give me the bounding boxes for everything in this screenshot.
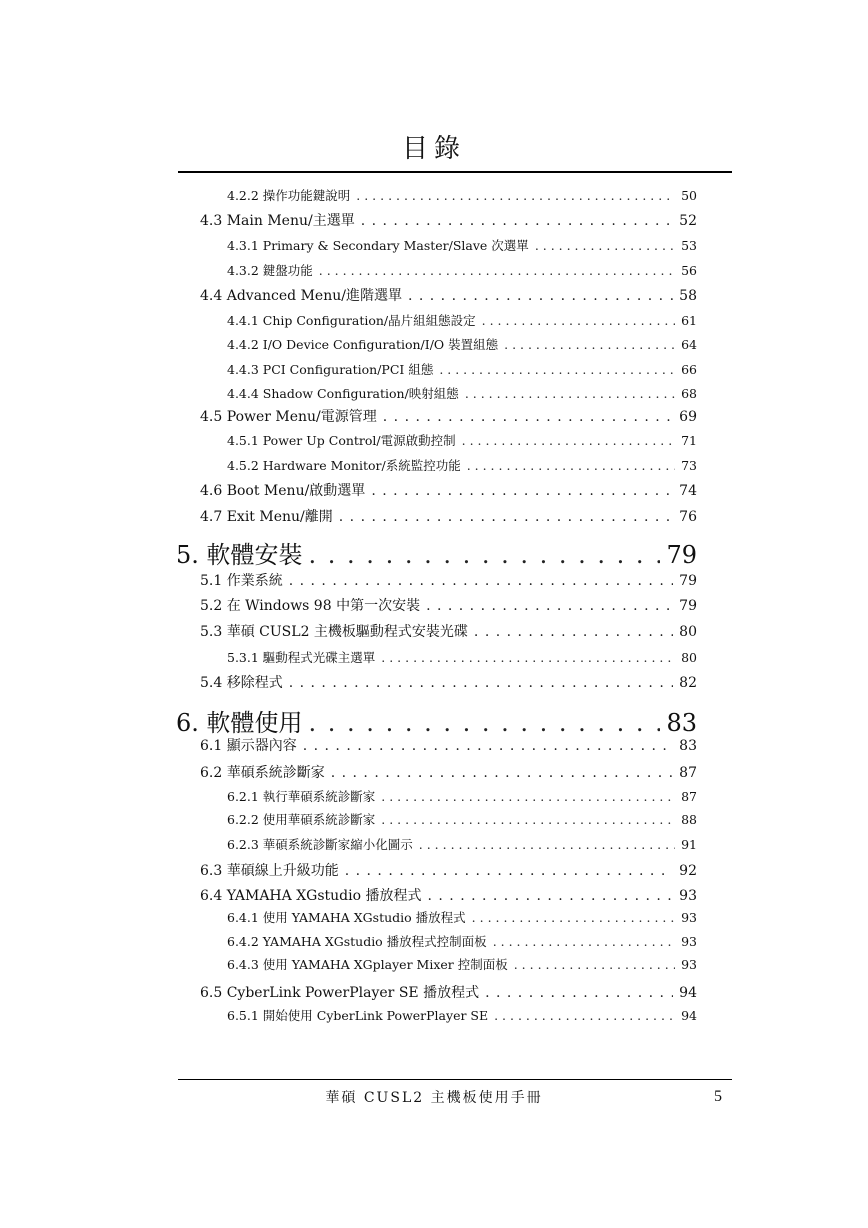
toc-entry-label: 5.3.1 驅動程式光碟主選單 [227, 650, 376, 665]
toc-entry-page: 83 [679, 738, 697, 754]
toc-entry [176, 703, 697, 738]
toc-entry [227, 186, 697, 204]
toc-entry-label: 4.3 Main Menu/主選單 [200, 213, 355, 229]
toc-leader-dots [381, 789, 675, 804]
toc-entry-page: 83 [666, 709, 697, 737]
toc-entry-label: 4.4.3 PCI Configuration/PCI 組態 [227, 362, 434, 377]
toc-entry [200, 672, 697, 692]
top-rule [178, 171, 732, 173]
bottom-rule [178, 1079, 732, 1080]
toc-entry-page: 93 [679, 888, 697, 904]
footer-title: 華碩 CUSL2 主機板使用手冊 [325, 1090, 543, 1106]
toc-leader-dots [289, 573, 673, 589]
toc-entry-page: 87 [679, 765, 697, 781]
toc-entry [227, 456, 697, 474]
toc-leader-dots [345, 863, 673, 879]
toc-leader-dots [485, 985, 673, 1001]
toc-entry [200, 621, 697, 641]
toc-entry [227, 311, 697, 329]
toc-leader-dots [462, 433, 675, 448]
toc-entry-page: 94 [681, 1008, 697, 1023]
page-number: 5 [714, 1088, 722, 1105]
toc-entry [200, 480, 697, 500]
toc-entry-label: 6.4.2 YAMAHA XGstudio 播放程式控制面板 [227, 934, 487, 949]
toc-entry [227, 261, 697, 279]
toc-entry-page: 94 [679, 985, 697, 1001]
toc-entry-label: 5.3 華碩 CUSL2 主機板驅動程式安裝光碟 [200, 624, 468, 640]
toc-entry-label: 4.5.1 Power Up Control/電源啟動控制 [227, 433, 456, 448]
toc-entry [200, 570, 697, 590]
toc-entry [200, 735, 697, 755]
toc-entry [227, 335, 697, 353]
toc-entry-page: 64 [681, 337, 697, 352]
toc-entry-page: 74 [679, 483, 697, 499]
toc-entry-page: 76 [679, 509, 697, 525]
toc-leader-dots [428, 888, 674, 904]
toc-entry-label: 4.4 Advanced Menu/進階選單 [200, 288, 402, 304]
toc-entry [227, 932, 697, 950]
toc-leader-dots [467, 458, 675, 473]
toc-leader-dots [309, 541, 661, 569]
toc-entry-page: 93 [681, 910, 697, 925]
toc-entry-label: 4.4.4 Shadow Configuration/映射組態 [227, 386, 459, 401]
toc-entry-label: 6.4.1 使用 YAMAHA XGstudio 播放程式 [227, 910, 466, 925]
toc-entry [200, 595, 697, 615]
toc-leader-dots [383, 409, 673, 425]
toc-entry-page: 91 [681, 837, 697, 852]
toc-entry [200, 506, 697, 526]
toc-entry-label: 4.7 Exit Menu/離開 [200, 509, 333, 525]
toc-leader-dots [504, 337, 675, 352]
toc-entry-label: 6.3 華碩線上升級功能 [200, 863, 339, 879]
toc-entry-label: 4.6 Boot Menu/啟動選單 [200, 483, 366, 499]
toc-entry [227, 236, 697, 254]
toc-leader-dots [356, 188, 675, 203]
toc-entry-label: 4.3.1 Primary & Secondary Master/Slave 次選單 [227, 238, 529, 253]
toc-entry-page: 93 [681, 957, 697, 972]
toc-entry-label: 5.4 移除程式 [200, 675, 283, 691]
toc-entry [200, 285, 697, 305]
toc-entry-page: 61 [681, 313, 697, 328]
toc-leader-dots [535, 238, 675, 253]
toc-entry-label: 4.3.2 鍵盤功能 [227, 263, 313, 278]
toc-entry [227, 1006, 697, 1024]
toc-entry-label: 5.1 作業系統 [200, 573, 283, 589]
toc-leader-dots [426, 598, 673, 614]
toc-leader-dots [482, 313, 675, 328]
toc-entry-page: 73 [681, 458, 697, 473]
toc-entry [200, 860, 697, 880]
toc-entry-label: 6.2.2 使用華碩系統診斷家 [227, 812, 376, 827]
toc-leader-dots [309, 709, 661, 737]
toc-entry [200, 406, 697, 426]
toc-entry-page: 79 [679, 598, 697, 614]
toc-entry-page: 79 [666, 541, 697, 569]
toc-leader-dots [408, 288, 673, 304]
toc-leader-dots [339, 509, 673, 525]
toc-entry-label: 4.5.2 Hardware Monitor/系統監控功能 [227, 458, 461, 473]
toc-leader-dots [439, 362, 675, 377]
toc-leader-dots [493, 934, 675, 949]
toc-entry-label: 6.5.1 開始使用 CyberLink PowerPlayer SE [227, 1008, 489, 1023]
toc-entry [200, 982, 697, 1002]
toc-entry [200, 885, 697, 905]
toc-entry [227, 810, 697, 828]
toc-entry [227, 835, 697, 853]
toc-entry-label: 4.2.2 操作功能鍵說明 [227, 188, 351, 203]
toc-entry-page: 80 [681, 650, 697, 665]
toc-leader-dots [371, 483, 673, 499]
toc-entry-page: 92 [679, 863, 697, 879]
toc-entry-page: 82 [679, 675, 697, 691]
toc-entry [227, 787, 697, 805]
toc-entry-label: 4.4.1 Chip Configuration/晶片組組態設定 [227, 313, 476, 328]
toc-entry-page: 56 [681, 263, 697, 278]
toc-entry-label: 6.5 CyberLink PowerPlayer SE 播放程式 [200, 985, 480, 1001]
toc-entry-page: 93 [681, 934, 697, 949]
toc-entry [176, 535, 697, 570]
toc-entry-page: 58 [679, 288, 697, 304]
toc-leader-dots [381, 650, 675, 665]
toc-entry [227, 648, 697, 666]
toc-leader-dots [494, 1008, 675, 1023]
toc-entry-label: 6. 軟體使用 [176, 709, 303, 737]
toc-entry [227, 908, 697, 926]
toc-entry-label: 5.2 在 Windows 98 中第一次安裝 [200, 598, 421, 614]
toc-leader-dots [465, 386, 675, 401]
toc-leader-dots [419, 837, 675, 852]
toc-entry-page: 87 [681, 789, 697, 804]
toc-entry-page: 80 [679, 624, 697, 640]
toc-entry [227, 431, 697, 449]
toc-entry-label: 6.2.3 華碩系統診斷家縮小化圖示 [227, 837, 413, 852]
toc-entry-page: 53 [681, 238, 697, 253]
toc-entry [227, 360, 697, 378]
toc-entry-page: 66 [681, 362, 697, 377]
toc-leader-dots [331, 765, 673, 781]
toc-entry-page: 52 [679, 213, 697, 229]
toc-entry-page: 69 [679, 409, 697, 425]
toc-leader-dots [472, 910, 675, 925]
toc-entry-label: 6.2.1 執行華碩系統診斷家 [227, 789, 376, 804]
toc-entry-label: 6.1 顯示器內容 [200, 738, 297, 754]
toc-leader-dots [303, 738, 673, 754]
toc-entry-page: 50 [681, 188, 697, 203]
toc-entry-label: 6.4 YAMAHA XGstudio 播放程式 [200, 888, 422, 904]
toc-entry-label: 4.4.2 I/O Device Configuration/I/O 裝置組態 [227, 337, 499, 352]
toc-entry [200, 210, 697, 230]
toc-entry-label: 4.5 Power Menu/電源管理 [200, 409, 377, 425]
toc-entry-page: 71 [681, 433, 697, 448]
toc-entry [227, 955, 697, 973]
toc-entry [227, 384, 697, 402]
toc-leader-dots [474, 624, 673, 640]
toc-entry-label: 6.4.3 使用 YAMAHA XGplayer Mixer 控制面板 [227, 957, 508, 972]
page-title: 目錄 [401, 134, 466, 164]
toc-leader-dots [514, 957, 675, 972]
toc-entry-page: 68 [681, 386, 697, 401]
toc-leader-dots [289, 675, 673, 691]
toc-leader-dots [381, 812, 675, 827]
toc-entry-page: 88 [681, 812, 697, 827]
toc-entry [200, 762, 697, 782]
toc-entry-page: 79 [679, 573, 697, 589]
toc-leader-dots [319, 263, 675, 278]
toc-entry-label: 5. 軟體安裝 [176, 541, 303, 569]
toc-leader-dots [361, 213, 673, 229]
toc-entry-label: 6.2 華碩系統診斷家 [200, 765, 325, 781]
